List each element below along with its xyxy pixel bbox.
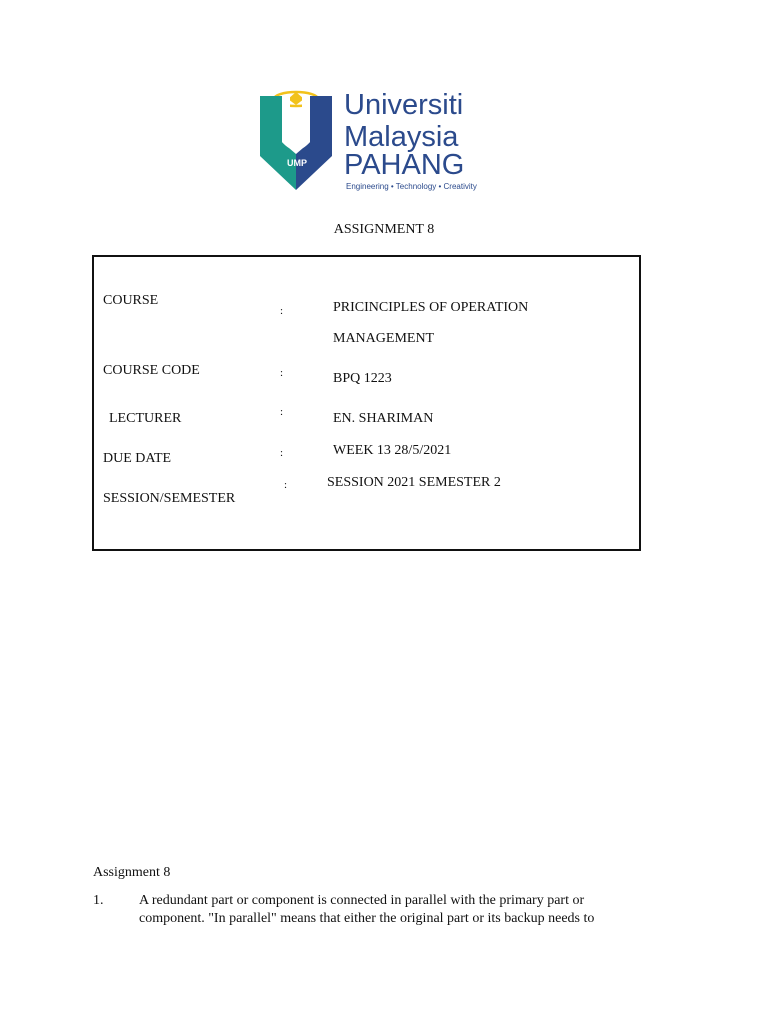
question-line1: A redundant part or component is connected in parallel with the primary part or xyxy=(139,893,585,908)
session-label: SESSION/SEMESTER xyxy=(103,491,236,506)
lecturer-value: EN. SHARIMAN xyxy=(333,411,434,426)
due-date-value: WEEK 13 28/5/2021 xyxy=(333,443,452,458)
course-value-line1: PRICINCIPLES OF OPERATION xyxy=(333,300,529,315)
session-colon: : xyxy=(284,479,288,491)
logo-line2: Malaysia xyxy=(344,121,459,153)
course-label: COURSE xyxy=(103,293,159,308)
course-code-colon: : xyxy=(280,367,284,379)
course-code-value: BPQ 1223 xyxy=(333,371,392,386)
session-value: SESSION 2021 SEMESTER 2 xyxy=(327,475,501,490)
section-heading: Assignment 8 xyxy=(93,865,171,880)
course-colon: : xyxy=(280,305,284,317)
assignment-title: ASSIGNMENT 8 xyxy=(333,222,435,237)
shield-emblem-icon xyxy=(258,86,334,196)
logo-line3: PAHANG xyxy=(344,149,465,181)
lecturer-colon: : xyxy=(280,406,284,418)
due-date-colon: : xyxy=(280,447,284,459)
logo-tagline: Engineering • Technology • Creativity xyxy=(346,182,477,191)
lecturer-label: LECTURER xyxy=(109,411,182,426)
university-logo xyxy=(258,86,484,196)
shield-text: UMP xyxy=(287,158,307,168)
question-number: 1. xyxy=(93,893,104,908)
course-code-label: COURSE CODE xyxy=(103,363,200,378)
course-value-line2: MANAGEMENT xyxy=(333,331,435,346)
due-date-label: DUE DATE xyxy=(103,451,172,466)
logo-line1: Universiti xyxy=(344,89,464,121)
question-line2: component. "In parallel" means that either the original part or its backup needs to xyxy=(139,911,595,926)
